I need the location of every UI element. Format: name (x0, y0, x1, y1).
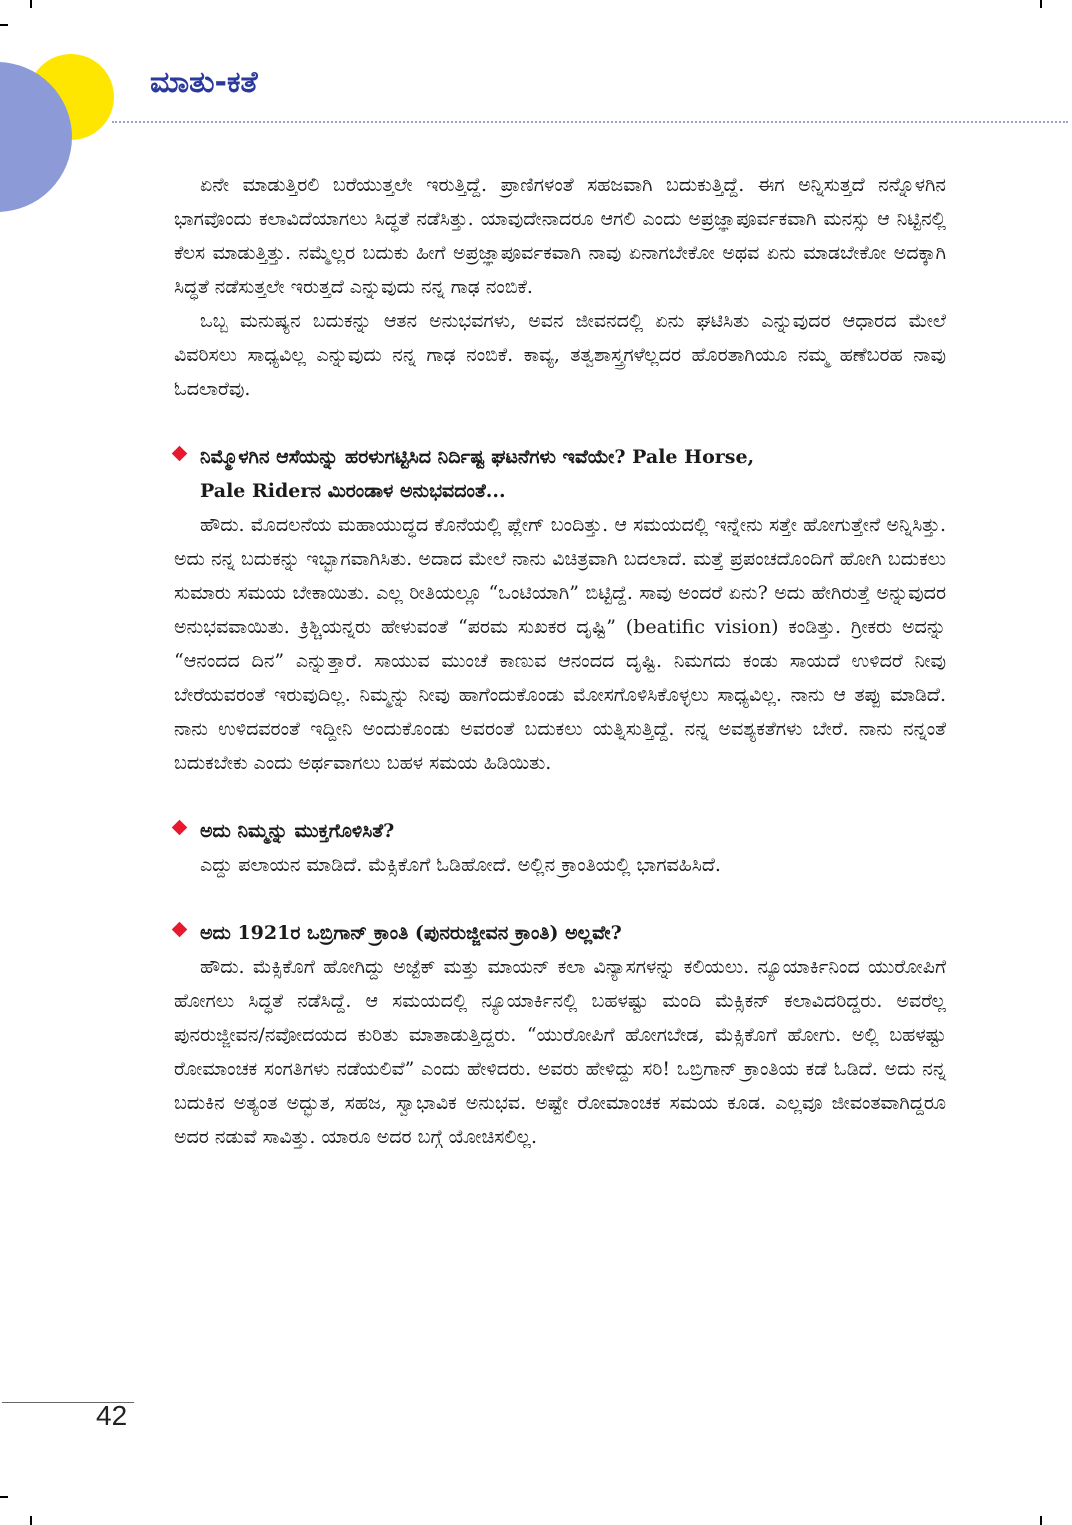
answer-paragraph: ಹೌದು. ಮೆಕ್ಸಿಕೊಗೆ ಹೋಗಿದ್ದು ಅಜ್ಟೆಕ್ ಮತ್ತು ಮಾಯನ್ ಕಲಾ ವಿನ್ಯಾಸಗಳನ್ನು ಕಲಿಯಲು. ನ್ಯೂಯಾರ್ಕಿನಿಂದ ಯುರೋಪಿಗೆ ಹೋಗಲು ಸಿದ್ಧತೆ ನಡೆಸಿದ್ದೆ. ಆ ಸಮಯದಲ್ಲಿ ನ್ಯೂಯಾರ್ಕಿನಲ್ಲಿ ಬಹಳಷ್ಟು ಮಂದಿ ಮೆಕ್ಸಿಕನ್ ಕಲಾವಿದರಿದ್ದರು. ಅವರೆಲ್ಲ ಪುನರುಜ್ಜೀವನ/ನವೋದಯದ ಕುರಿತು ಮಾತಾಡುತ್ತಿದ್ದರು. “ಯುರೋಪಿಗೆ ಹೋಗಬೇಡ, ಮೆಕ್ಸಿಕೊಗೆ ಹೋಗು. ಅಲ್ಲಿ ಬಹಳಷ್ಟು ರೋಮಾಂಚಕ ಸಂಗತಿಗಳು ನಡೆಯಲಿವೆ” ಎಂದು ಹೇಳಿದರು. ಅವರು ಹೇಳಿದ್ದು ಸರಿ! ಒಬ್ರಿಗಾನ್ ಕ್ರಾಂತಿಯ ಕಡೆ ಓಡಿದೆ. ಅದು ನನ್ನ ಬದುಕಿನ ಅತ್ಯಂತ ಅದ್ಭುತ, ಸಹಜ, ಸ್ವಾಭಾವಿಕ ಅನುಭವ. ಅಷ್ಟೇ ರೋಮಾಂಚಕ ಸಮಯ ಕೂಡ. ಎಲ್ಲವೂ ಜೀವಂತವಾಗಿದ್ದರೂ ಅದರ ನಡುವೆ ಸಾವಿತ್ತು. ಯಾರೂ ಅದರ ಬಗ್ಗೆ ಯೋಚಿಸಲಿಲ್ಲ. (174, 956, 946, 1148)
crop-mark-bottom-left (30, 1516, 32, 1525)
crop-mark-bottom-right (1040, 1516, 1042, 1525)
header-decoration (0, 0, 150, 220)
question (174, 814, 946, 848)
intro-paragraph: ಏನೇ ಮಾಡುತ್ತಿರಲಿ ಬರೆಯುತ್ತಲೇ ಇರುತ್ತಿದ್ದೆ. ಪ್ರಾಣಿಗಳಂತೆ ಸಹಜವಾಗಿ ಬದುಕುತ್ತಿದ್ದೆ. ಈಗ ಅನ್ನಿಸುತ್ತದೆ ನನ್ನೊಳಗಿನ ಭಾಗವೊಂದು ಕಲಾವಿದೆಯಾಗಲು ಸಿದ್ಧತೆ ನಡೆಸಿತ್ತು. ಯಾವುದೇನಾದರೂ ಆಗಲಿ ಎಂದು ಅಪ್ರಜ್ಞಾಪೂರ್ವಕವಾಗಿ ಮನಸ್ಸು ಆ ನಿಟ್ಟಿನಲ್ಲಿ ಕೆಲಸ ಮಾಡುತ್ತಿತ್ತು. ನಮ್ಮೆಲ್ಲರ ಬದುಕು ಹೀಗೆ ಅಪ್ರಜ್ಞಾಪೂರ್ವಕವಾಗಿ ನಾವು ಏನಾಗಬೇಕೋ ಅಥವ ಏನು ಮಾಡಬೇಕೋ ಅದಕ್ಕಾಗಿ ಸಿದ್ಧತೆ ನಡೆಸುತ್ತಲೇ ಇರುತ್ತದೆ ಎನ್ನುವುದು ನನ್ನ ಗಾಢ ನಂಬಿಕೆ. (174, 174, 946, 298)
question-line: Pale Riderನ ಮಿರಂಡಾಳ ಅನುಭವದಂತೆ... (200, 480, 506, 502)
crop-mark-left-bottom (0, 1496, 8, 1498)
page-number: 42 (96, 1400, 128, 1431)
answer-paragraph: ಹೌದು. ಮೊದಲನೆಯ ಮಹಾಯುದ್ಧದ ಕೊನೆಯಲ್ಲಿ ಪ್ಲೇಗ್ ಬಂದಿತ್ತು. ಆ ಸಮಯದಲ್ಲಿ ಇನ್ನೇನು ಸತ್ತೇ ಹೋಗುತ್ತೇನೆ ಅನ್ನಿಸಿತ್ತು. ಅದು ನನ್ನ ಬದುಕನ್ನು ಇಬ್ಭಾಗವಾಗಿಸಿತು. ಅದಾದ ಮೇಲೆ ನಾನು ವಿಚಿತ್ರವಾಗಿ ಬದಲಾದೆ. ಮತ್ತೆ ಪ್ರಪಂಚದೊಂದಿಗೆ ಹೋಗಿ ಬದುಕಲು ಸುಮಾರು ಸಮಯ ಬೇಕಾಯಿತು. ಎಲ್ಲ ರೀತಿಯಲ್ಲೂ “ಒಂಟಿಯಾಗಿ” ಬಿಟ್ಟಿದ್ದೆ. ಸಾವು ಅಂದರೆ ಏನು? ಅದು ಹೇಗಿರುತ್ತೆ ಅನ್ನುವುದರ ಅನುಭವವಾಯಿತು. ಕ್ರಿಶ್ಚಿಯನ್ನರು ಹೇಳುವಂತೆ “ಪರಮ ಸುಖಕರ ದೃಷ್ಟಿ” (beatific vision) ಕಂಡಿತ್ತು. ಗ್ರೀಕರು ಅದನ್ನು “ಆನಂದದ ದಿನ” ಎನ್ನುತ್ತಾರೆ. ಸಾಯುವ ಮುಂಚೆ ಕಾಣುವ ಆನಂದದ ದೃಷ್ಟಿ. ನಿಮಗದು ಕಂಡು ಸಾಯದೆ ಉಳಿದರೆ ನೀವು ಬೇರೆಯವರಂತೆ ಇರುವುದಿಲ್ಲ. ನಿಮ್ಮನ್ನು ನೀವು ಹಾಗೆಂದುಕೊಂಡು ಮೋಸಗೊಳಿಸಿಕೊಳ್ಳಲು ಸಾಧ್ಯವಿಲ್ಲ. ನಾನು ಆ ತಪ್ಪು ಮಾಡಿದೆ. ನಾನು ಉಳಿದವರಂತೆ ಇದ್ದೀನಿ ಅಂದುಕೊಂಡು ಅವರಂತೆ ಬದುಕಲು ಯತ್ನಿಸುತ್ತಿದ್ದೆ. ನನ್ನ ಅವಶ್ಯಕತೆಗಳು ಬೇರೆ. ನಾನು ನನ್ನಂತೆ ಬದುಕಬೇಕು ಎಂದು ಅರ್ಥವಾಗಲು ಬಹಳ ಸಮಯ ಹಿಡಿಯಿತು. (174, 514, 946, 774)
question-line: ಅದು 1921ರ ಒಬ್ರಿಗಾನ್ ಕ್ರಾಂತಿ (ಪುನರುಜ್ಜೀವನ ಕ್ರಾಂತಿ) ಅಲ್ಲವೇ? (200, 922, 622, 944)
red-diamond-icon (172, 820, 188, 836)
question (174, 916, 946, 950)
red-diamond-icon (172, 446, 188, 462)
header-dotted-divider (112, 121, 1068, 123)
answer-paragraph: ಎದ್ದು ಪಲಾಯನ ಮಾಡಿದೆ. ಮೆಕ್ಸಿಕೊಗೆ ಓಡಿಹೋದೆ. ಅಲ್ಲಿನ ಕ್ರಾಂತಿಯಲ್ಲಿ ಭಾಗವಹಿಸಿದೆ. (200, 854, 721, 876)
question-line: ಅದು ನಿಮ್ಮನ್ನು ಮುಕ್ತಗೊಳಿಸಿತೆ? (200, 820, 395, 842)
red-diamond-icon (172, 922, 188, 938)
crop-mark-top-right (1040, 0, 1042, 8)
question (174, 440, 946, 508)
question-line: ನಿಮ್ಮೊಳಗಿನ ಆಸೆಯನ್ನು ಹರಳುಗಟ್ಟಿಸಿದ ನಿರ್ದಿಷ್ಟ ಘಟನೆಗಳು ಇವೆಯೇ? Pale Horse, (200, 446, 755, 468)
intro-paragraph: ಒಬ್ಬ ಮನುಷ್ಯನ ಬದುಕನ್ನು ಆತನ ಅನುಭವಗಳು, ಅವನ ಜೀವನದಲ್ಲಿ ಏನು ಘಟಿಸಿತು ಎನ್ನುವುದರ ಆಧಾರದ ಮೇಲೆ ವಿವರಿಸಲು ಸಾಧ್ಯವಿಲ್ಲ ಎನ್ನುವುದು ನನ್ನ ಗಾಢ ನಂಬಿಕೆ. ಕಾವ್ಯ, ತತ್ವಶಾಸ್ತ್ರಗಳೆಲ್ಲದರ ಹೊರತಾಗಿಯೂ ನಮ್ಮ ಹಣೆಬರಹ ನಾವು ಓದಲಾರೆವು. (174, 310, 946, 400)
section-title: ಮಾತು-ಕತೆ (150, 65, 258, 100)
article-body (174, 168, 946, 1154)
